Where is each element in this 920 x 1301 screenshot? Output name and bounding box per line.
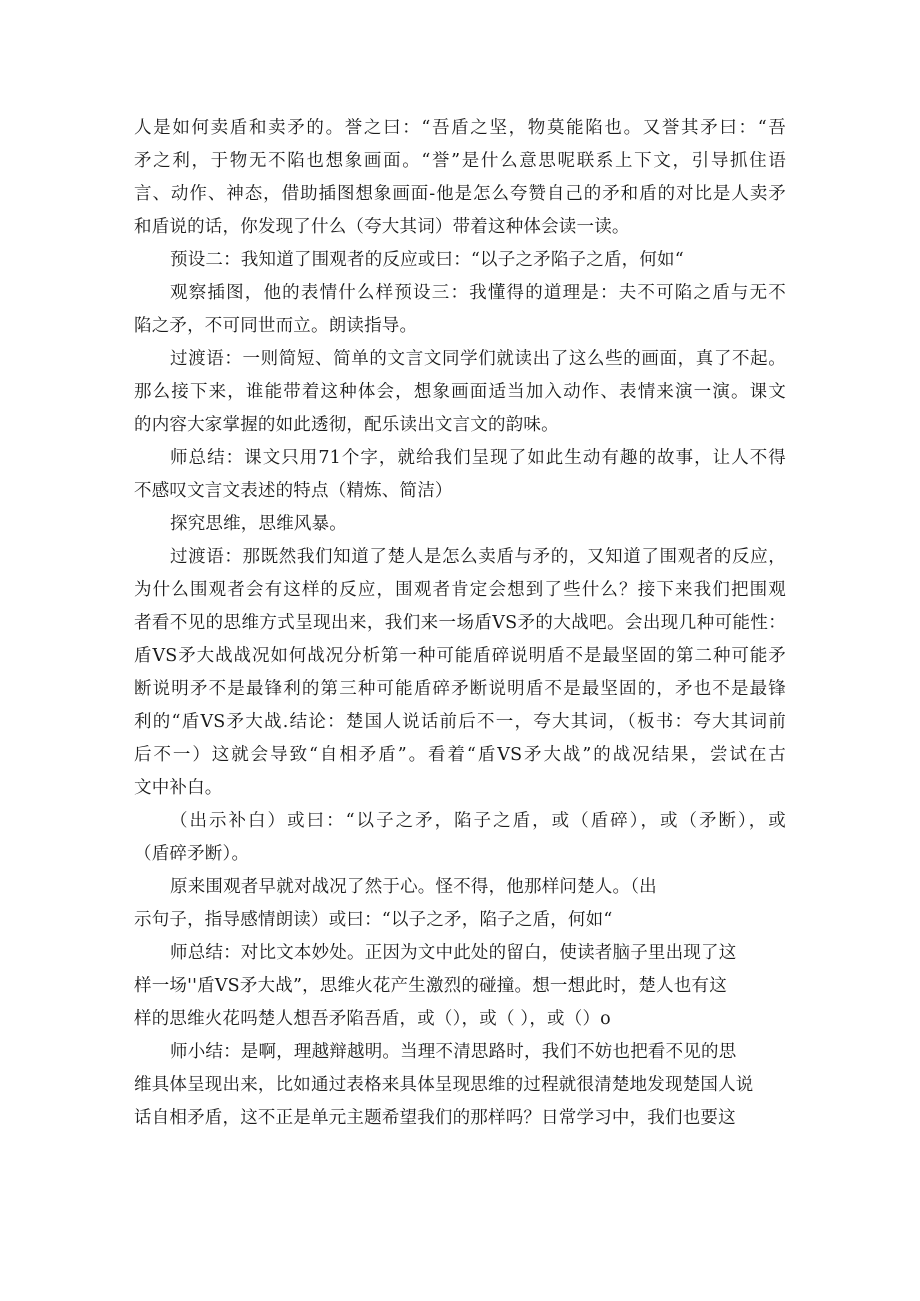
- text-line: 那么接下来，谁能带着这种体会，想象画面适当加入动作、表情来演一演。课文: [134, 382, 786, 402]
- text-line: 探究思维，思维风暴。: [170, 514, 347, 534]
- text-line: 过渡语：一则简短、简单的文言文同学们就读出了这么些的画面，真了不起。: [170, 349, 786, 369]
- text-line: 矛之利，于物无不陷也想象画面。“誉”是什么意思呢联系上下文，引导抓住语: [134, 151, 786, 171]
- text-line: 样一场''盾VS矛大战”，思维火花产生激烈的碰撞。想一想此时，楚人也有这: [134, 976, 727, 996]
- text-line: 的内容大家掌握的如此透彻，配乐读出文言文的韵味。: [134, 415, 559, 435]
- text-line: 盾VS矛大战战况如何战况分析第一种可能盾碎说明盾不是最坚固的第二种可能矛: [134, 646, 786, 666]
- text-line: 师总结：对比文本妙处。正因为文中此处的留白，使读者脑子里出现了这: [170, 943, 737, 963]
- text-line: 陷之矛，不可同世而立。朗读指导。: [134, 316, 418, 336]
- text-line: （盾碎矛断）。: [134, 844, 250, 864]
- text-line: 言、动作、神态，借助插图想象画面-他是怎么夸赞自己的矛和盾的对比是人卖矛: [134, 184, 786, 204]
- text-line: 后不一）这就会导致“自相矛盾”。看着“盾VS矛大战”的战况结果，尝试在古: [134, 745, 786, 765]
- text-line: 为什么围观者会有这样的反应，围观者肯定会想到了些什么？接下来我们把围观: [134, 580, 786, 600]
- text-line: 利的“盾VS矛大战.结论：楚国人说话前后不一，夸大其词，（板书：夸大其词前: [134, 712, 786, 732]
- text-line: 观察插图，他的表情什么样预设三：我懂得的道理是：夫不可陷之盾与无不: [170, 283, 786, 303]
- text-line: 者看不见的思维方式呈现出来，我们来一场盾VS矛的大战吧。会出现几种可能性：: [134, 613, 786, 633]
- text-line: 原来围观者早就对战况了然于心。怪不得，他那样问楚人。（出: [170, 877, 657, 897]
- text-line: 师总结：课文只用71个字，就给我们呈现了如此生动有趣的故事，让人不得: [170, 448, 786, 468]
- text-line: 和盾说的话，你发现了什么（夸大其词）带着这种体会读一读。: [134, 217, 630, 237]
- text-line: 示句子，指导感情朗读）或曰：“以子之矛，陷子之盾，何如“: [134, 910, 613, 930]
- text-line: 人是如何卖盾和卖矛的。誉之曰：“吾盾之坚，物莫能陷也。又誉其矛曰：“吾: [134, 118, 786, 138]
- text-line: 文中补白。: [134, 778, 223, 798]
- text-line: 预设二：我知道了围观者的反应或曰：“以子之矛陷子之盾，何如“: [170, 250, 684, 270]
- text-line: 师小结：是啊，理越辩越明。当理不清思路时，我们不妨也把看不见的思: [170, 1042, 737, 1062]
- text-line: 维具体呈现出来，比如通过表格来具体呈现思维的过程就很清楚地发现楚国人说: [134, 1075, 754, 1095]
- document-page: [134, 112, 786, 1135]
- text-line: 话自相矛盾，这不正是单元主题希望我们的那样吗？日常学习中，我们也要这: [134, 1108, 736, 1128]
- text-line: 样的思维火花吗楚人想吾矛陷吾盾，或（），或（ ），或（）o: [134, 1009, 611, 1029]
- text-line: 断说明矛不是最锋利的第三种可能盾碎矛断说明盾不是最坚固的，矛也不是最锋: [134, 679, 786, 699]
- text-line: 过渡语：那既然我们知道了楚人是怎么卖盾与矛的，又知道了围观者的反应，: [170, 547, 786, 567]
- text-line: 不感叹文言文表述的特点（精炼、简洁）: [134, 481, 453, 501]
- text-line: （出示补白）或曰：“以子之矛，陷子之盾，或（盾碎），或（矛断），或: [170, 811, 786, 831]
